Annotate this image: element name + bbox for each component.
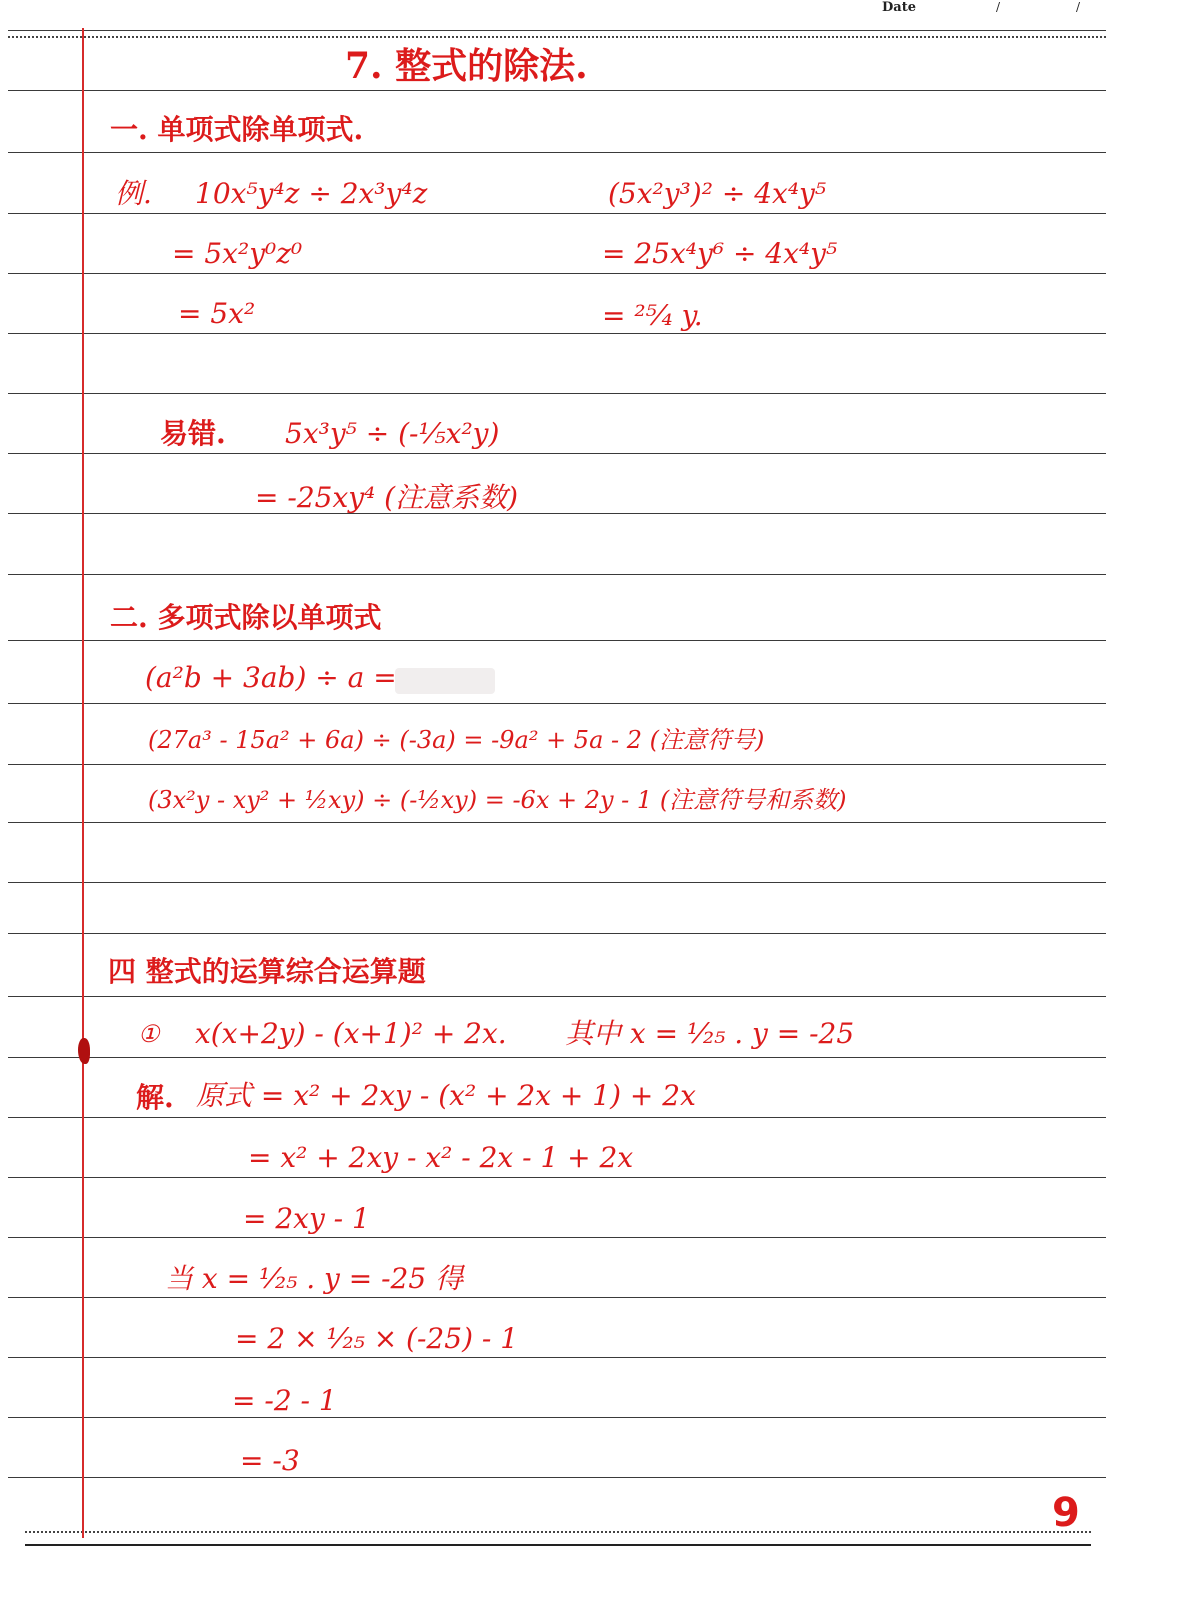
solution-step: 原式 = x² + 2xy - (x² + 2x + 1) + 2x	[196, 1079, 696, 1112]
math-line: (3x²y - xy² + ½xy) ÷ (-½xy) = -6x + 2y - 1 (注意符号和系数)	[148, 786, 847, 814]
ruled-line	[8, 1417, 1106, 1418]
bottom-dotted-rule	[25, 1531, 1091, 1533]
solution-step: = -2 - 1	[232, 1384, 337, 1417]
ruled-line	[8, 453, 1106, 454]
solution-step: = -3	[240, 1444, 300, 1477]
solution-step: = x² + 2xy - x² - 2x - 1 + 2x	[248, 1141, 634, 1174]
date-separator: /	[996, 0, 1001, 14]
math-line: = ²⁵⁄₄ y.	[602, 299, 703, 332]
mistake-label: 易错.	[160, 417, 226, 450]
solution-step: 当 x = ¹⁄₂₅ . y = -25 得	[165, 1262, 464, 1295]
ruled-line	[8, 152, 1106, 153]
ruled-line	[8, 703, 1106, 704]
date-label: Date	[882, 0, 916, 15]
ruled-line	[8, 1357, 1106, 1358]
ruled-line	[8, 574, 1106, 575]
ruled-line	[8, 213, 1106, 214]
ruled-line	[8, 822, 1106, 823]
ruled-line	[8, 933, 1106, 934]
ruled-line	[8, 882, 1106, 883]
solution-step: = 2 × ¹⁄₂₅ × (-25) - 1	[235, 1322, 519, 1355]
math-line: (27a³ - 15a² + 6a) ÷ (-3a) = -9a² + 5a - 2 (注意符号)	[148, 726, 765, 754]
page-number: 9	[1052, 1490, 1080, 1536]
solution-label: 解.	[136, 1081, 174, 1114]
ruled-line	[8, 513, 1106, 514]
ruled-line	[8, 333, 1106, 334]
math-line: = 5x²	[178, 297, 256, 330]
ruled-line	[8, 764, 1106, 765]
math-line: = 5x²y⁰z⁰	[172, 237, 303, 270]
math-line: = 25x⁴y⁶ ÷ 4x⁴y⁵	[602, 237, 838, 270]
math-line: 10x⁵y⁴z ÷ 2x³y⁴z	[195, 177, 428, 210]
problem-marker: ①	[138, 1020, 160, 1048]
ruled-line	[8, 30, 1106, 31]
ruled-line	[8, 640, 1106, 641]
math-line: (5x²y³)² ÷ 4x⁴y⁵	[608, 177, 827, 210]
erased-area	[395, 668, 495, 694]
math-line: (a²b + 3ab) ÷ a =	[145, 661, 397, 694]
ruled-line	[8, 1297, 1106, 1298]
ruled-line	[8, 1177, 1106, 1178]
section-heading: 二. 多项式除以单项式	[110, 601, 382, 634]
ink-blot	[78, 1038, 90, 1064]
ruled-line	[8, 1057, 1106, 1058]
ruled-line	[8, 1477, 1106, 1478]
solution-step: = 2xy - 1	[243, 1202, 370, 1235]
problem-condition: 其中 x = ¹⁄₂₅ . y = -25	[565, 1017, 855, 1050]
math-line: 5x³y⁵ ÷ (-⅕x²y)	[285, 417, 500, 450]
top-dotted-rule	[8, 36, 1106, 38]
math-line: = -25xy⁴ (注意系数)	[255, 481, 519, 514]
problem-expression: x(x+2y) - (x+1)² + 2x.	[195, 1017, 507, 1050]
ruled-line	[8, 1117, 1106, 1118]
section-heading: 一. 单项式除单项式.	[110, 113, 364, 146]
bottom-rule	[25, 1544, 1091, 1546]
ruled-line	[8, 1237, 1106, 1238]
ruled-line	[8, 996, 1106, 997]
example-label: 例.	[115, 177, 152, 210]
margin-line	[82, 28, 84, 1538]
ruled-line	[8, 90, 1106, 91]
date-separator: /	[1076, 0, 1081, 14]
section-heading: 四 整式的运算综合运算题	[108, 955, 426, 988]
ruled-line	[8, 273, 1106, 274]
page-title: 7. 整式的除法.	[345, 45, 588, 87]
ruled-line	[8, 393, 1106, 394]
